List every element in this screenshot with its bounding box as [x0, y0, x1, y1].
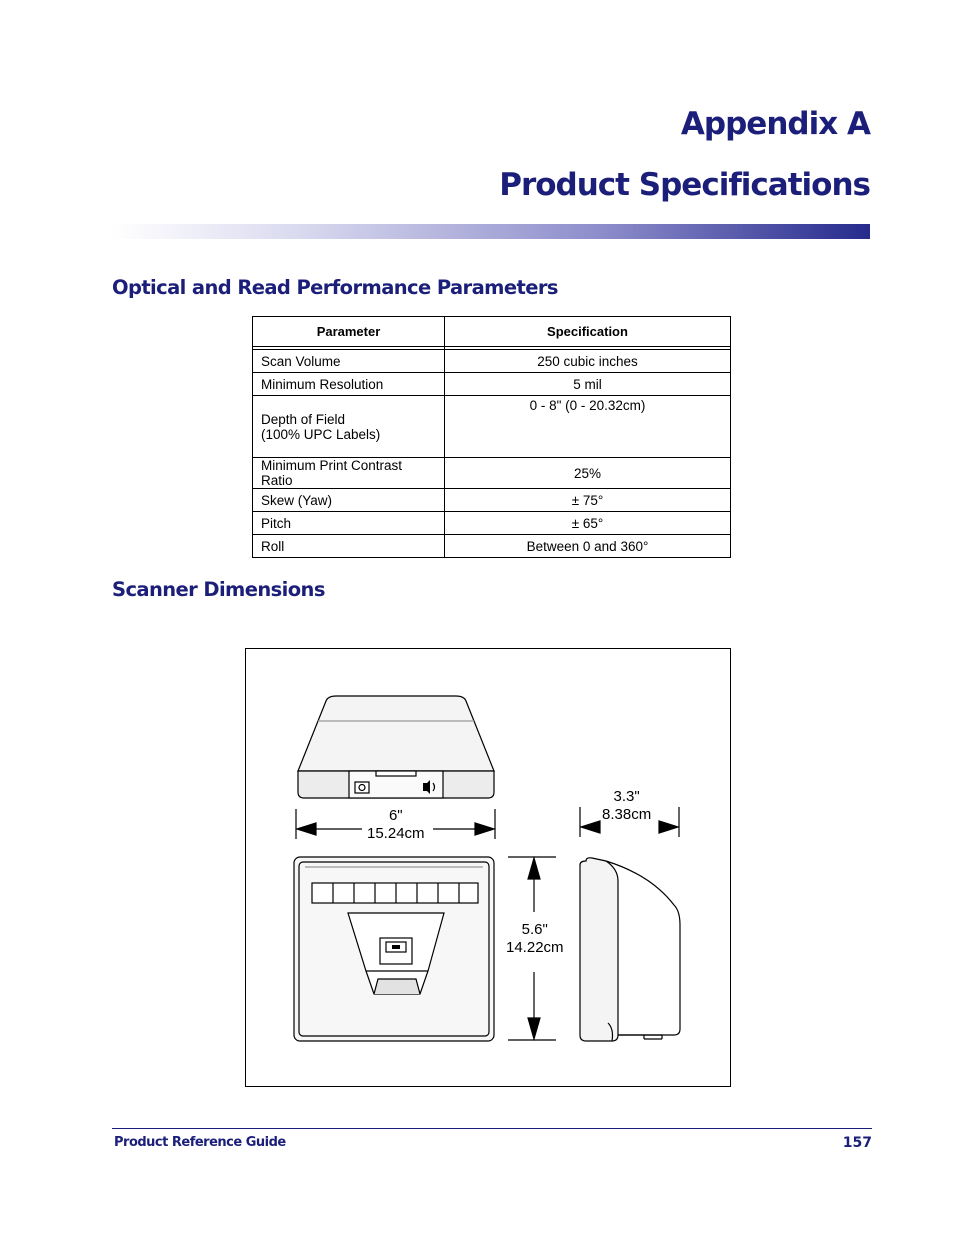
section-heading-dimensions: Scanner Dimensions — [112, 578, 325, 601]
width-cm: 15.24cm — [367, 825, 425, 842]
scanner-top-view — [298, 696, 494, 798]
height-cm: 14.22cm — [506, 939, 564, 956]
column-header-parameter: Parameter — [253, 317, 445, 347]
table-row — [253, 535, 731, 558]
scanner-drawing — [246, 649, 732, 1088]
param-cell: Minimum Resolution — [253, 373, 445, 396]
table-row — [253, 350, 731, 373]
param-line: Depth of Field — [261, 411, 346, 427]
param-cell: Scan Volume — [253, 350, 445, 373]
table-row — [253, 512, 731, 535]
chapter-title: Product Specifications — [499, 167, 870, 203]
spec-cell: ± 75° — [445, 489, 731, 512]
height-label — [506, 921, 564, 957]
table-row — [253, 396, 731, 458]
spec-cell: 0 - 8" (0 - 20.32cm) — [445, 396, 731, 458]
scanner-front-view — [294, 857, 494, 1041]
spec-cell: 5 mil — [445, 373, 731, 396]
spec-cell: 25% — [445, 458, 731, 489]
param-cell — [253, 396, 445, 458]
spec-table — [252, 316, 731, 558]
depth-inches: 3.3" — [613, 788, 640, 805]
table-row — [253, 489, 731, 512]
footer-guide-title: Product Reference Guide — [114, 1135, 286, 1150]
param-cell: Minimum Print Contrast Ratio — [253, 458, 445, 489]
section-heading-optical: Optical and Read Performance Parameters — [112, 276, 558, 299]
scanner-side-view — [580, 858, 680, 1041]
width-inches: 6" — [388, 807, 403, 824]
column-header-specification: Specification — [445, 317, 731, 347]
param-line: (100% UPC Labels) — [261, 426, 381, 442]
spec-cell: Between 0 and 360° — [445, 535, 731, 558]
width-label — [367, 807, 425, 843]
table-row — [253, 458, 731, 489]
footer-rule — [112, 1128, 872, 1129]
table-header-row — [253, 317, 731, 347]
scanner-dimensions-figure — [245, 648, 731, 1087]
depth-label — [602, 788, 651, 824]
depth-cm: 8.38cm — [602, 806, 652, 823]
param-cell: Roll — [253, 535, 445, 558]
param-cell: Skew (Yaw) — [253, 489, 445, 512]
param-cell: Pitch — [253, 512, 445, 535]
spec-cell: 250 cubic inches — [445, 350, 731, 373]
height-inches: 5.6" — [521, 921, 548, 938]
appendix-title: Appendix A — [680, 106, 870, 142]
spec-cell: ± 65° — [445, 512, 731, 535]
title-gradient-rule — [112, 224, 870, 239]
footer-page-number: 157 — [842, 1135, 872, 1151]
table-row — [253, 373, 731, 396]
